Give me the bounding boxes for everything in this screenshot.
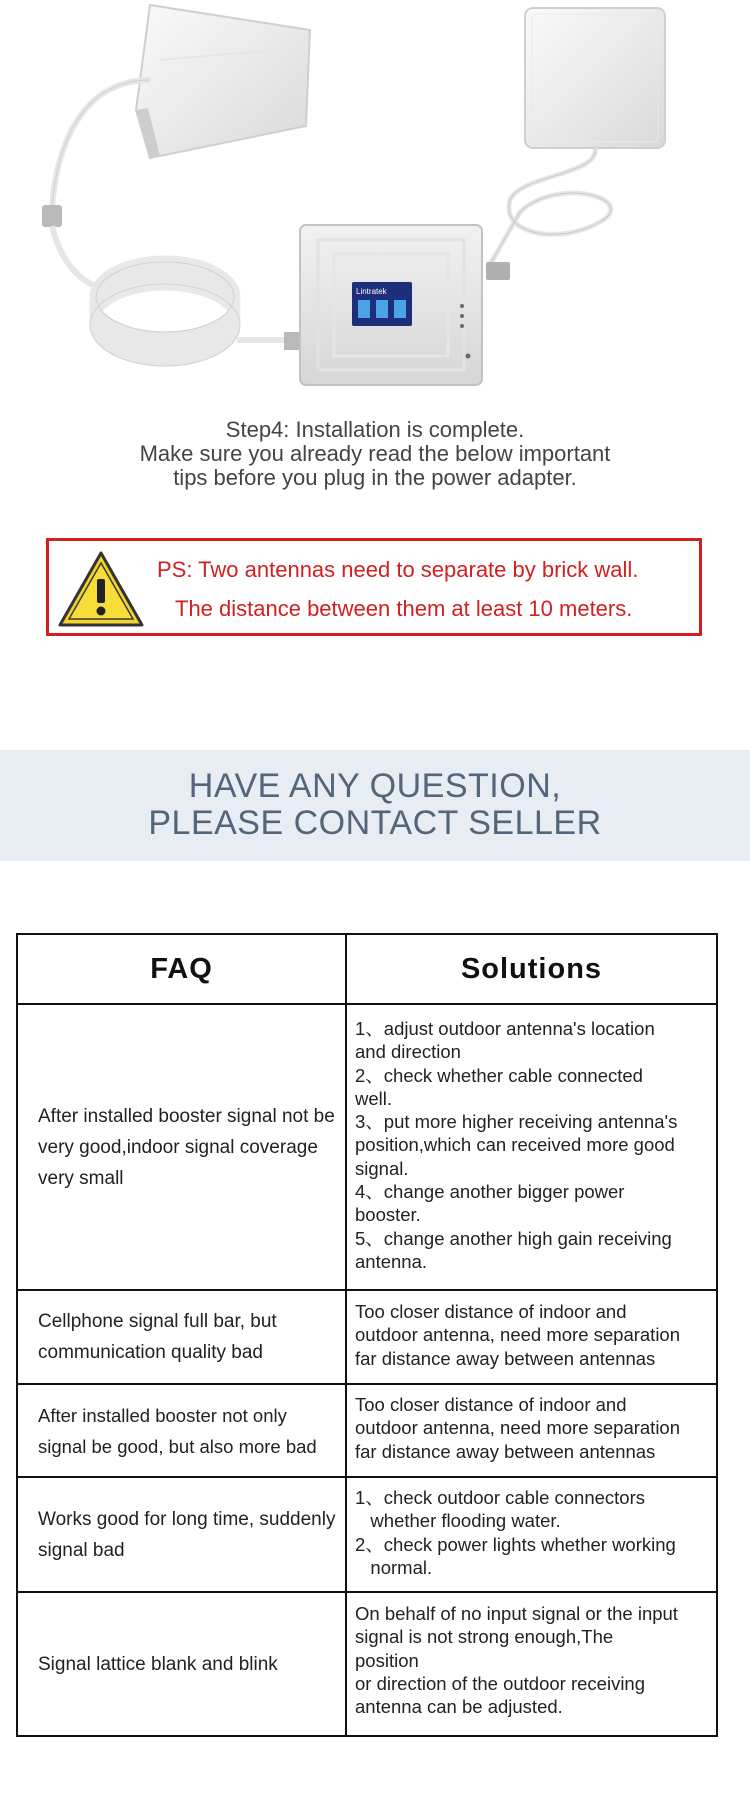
faq-solution-2: Too closer distance of indoor and outdoor antenna, need more separation far distance away between antennas	[355, 1301, 681, 1369]
step-line-3: tips before you plug in the power adapter.	[173, 465, 577, 490]
signal-booster	[300, 225, 482, 385]
faq-question-4: Works good for long time, suddenly signal bad	[38, 1508, 336, 1561]
faq-question-3: After installed booster not only signal be good, but also more bad	[38, 1404, 317, 1457]
table-column-divider	[345, 935, 347, 1735]
contact-line-2: PLEASE CONTACT SELLER	[148, 804, 602, 842]
faq-solution-1: 1、adjust outdoor antenna's location and direction 2、check whether cable connected well. 3、put more higher receiving antenna's position,which can received more good signal. 4、change another bigger power booster. 5、change another high gain receiving antenna.	[355, 1018, 678, 1272]
faq-table	[16, 933, 718, 1737]
contact-line-1: HAVE ANY QUESTION,	[188, 767, 562, 805]
warning-triangle-icon	[57, 549, 145, 629]
cable-coil	[93, 259, 237, 363]
warning-text-2: The distance between them at least 10 meters.	[175, 596, 633, 621]
warning-box	[46, 538, 702, 636]
booster-brand: Lintratek	[356, 287, 387, 296]
faq-solution-3: Too closer distance of indoor and outdoor antenna, need more separation far distance away between antennas	[355, 1394, 681, 1462]
solutions-header: Solutions	[460, 952, 603, 985]
faq-solution-4: 1、check outdoor cable connectors whether flooding water. 2、check power lights whether working normal.	[355, 1487, 676, 1578]
faq-solution-5: On behalf of no input signal or the input signal is not strong enough,The position or direction of the outdoor receiving antenna can be adjusted.	[355, 1603, 678, 1718]
faq-question-2: Cellphone signal full bar, but communication quality bad	[38, 1311, 277, 1363]
step-line-2: Make sure you already read the below important	[139, 441, 611, 466]
faq-question-1: After installed booster signal not be very good,indoor signal coverage very small	[38, 1105, 335, 1189]
faq-header: FAQ	[150, 952, 213, 985]
indoor-panel-antenna	[525, 8, 665, 148]
step-line-1: Step4: Installation is complete.	[225, 417, 525, 442]
outdoor-antenna	[136, 5, 310, 158]
faq-question-5: Signal lattice blank and blink	[38, 1653, 278, 1675]
installation-step-text	[0, 418, 750, 490]
warning-text-1: PS: Two antennas need to separate by brick wall.	[157, 557, 639, 582]
product-illustration	[0, 0, 750, 410]
cable-connector	[42, 205, 62, 227]
contact-banner	[0, 750, 750, 861]
